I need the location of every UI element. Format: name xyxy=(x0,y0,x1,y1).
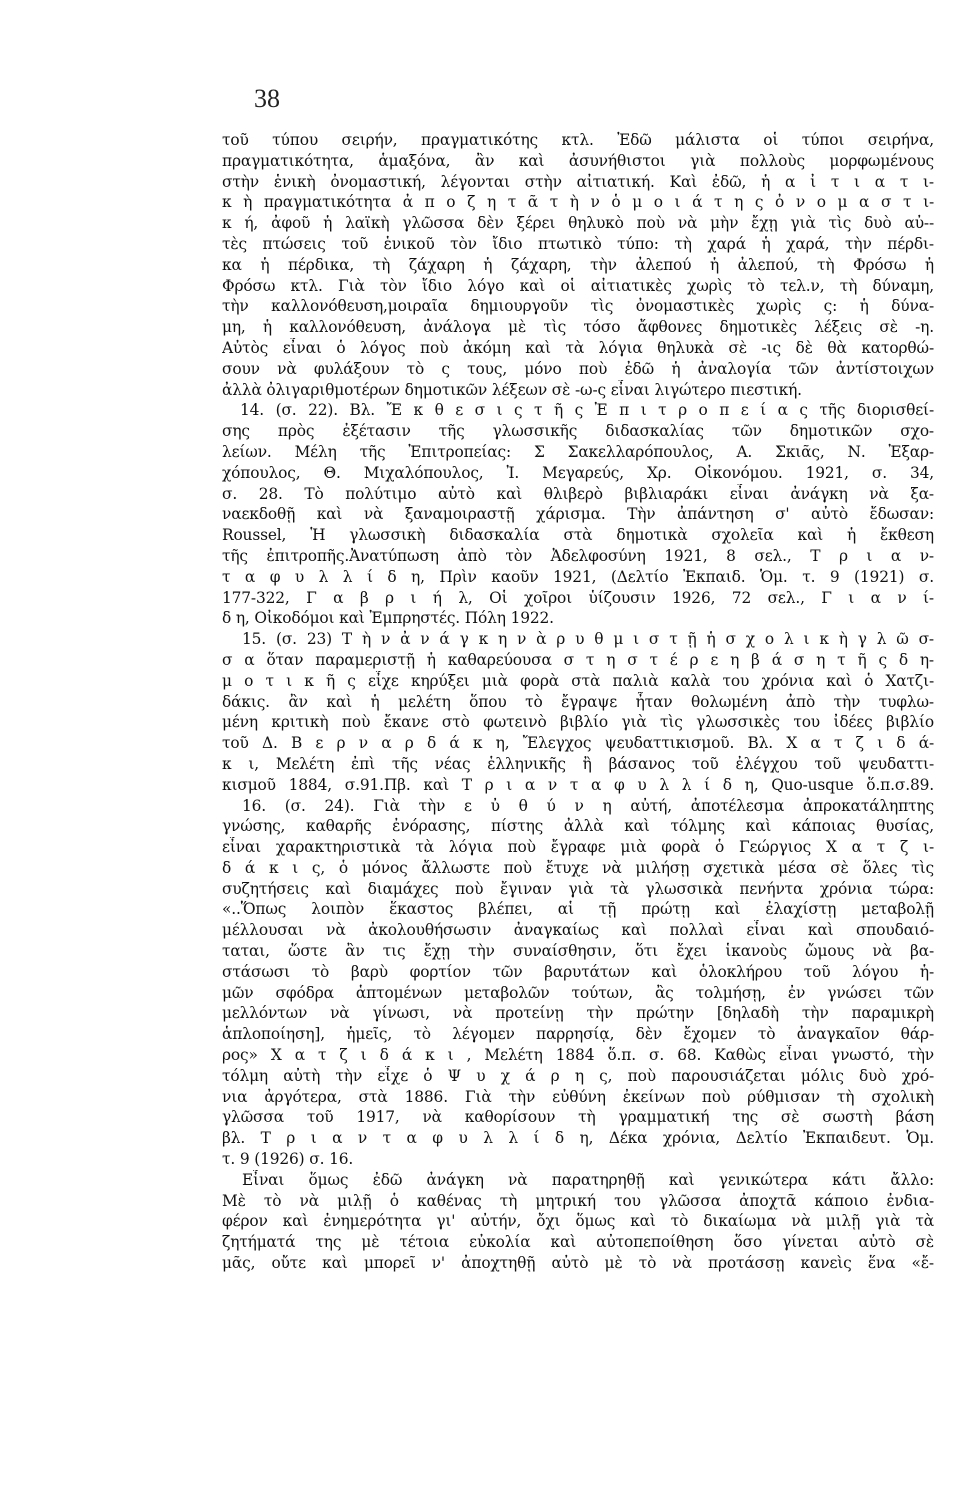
text-line: 15. (σ. 23) Τ ὴ ν ἀ ν ά γ κ η ν ὰ ρ υ θ μ ι σ τ ῇ ἡ σ χ ο λ ι κ ὴ γ λ ῶ σ- xyxy=(242,630,934,649)
text-line: Φρόσω κτλ. Γιὰ τὸν ἴδιο λόγο καὶ οἱ αἰτιατικὲς χωρὶς τὸ τελ.ν, τὴ δύναμη, xyxy=(222,276,934,295)
page-number: 38 xyxy=(254,84,280,113)
text-line: Εἶναι ὅμως ἐδῶ ἀνάγκη νὰ παρατηρηθῇ καὶ γενικώτερα κάτι ἄλλο: xyxy=(242,1170,934,1189)
text-line: Αὐτὸς εἶναι ὁ λόγος ποὺ ἀκόμη καὶ τὰ λόγια θηλυκὰ σὲ -ις δὲ θὰ κατορθώ- xyxy=(222,338,934,357)
text-line: γνώσης, καθαρῆς ἐνόρασης, πίστης ἀλλὰ καὶ τόλμης καὶ κάποιας θυσίας, xyxy=(222,817,934,836)
text-line: μη, ἡ καλλονόθευση, ἀνάλογα μὲ τὶς τόσο ἄφθονες δημοτικὲς λέξεις σὲ -η. xyxy=(222,318,934,337)
text-line: πραγματικότητα, ἁμαξόνα, ἂν καὶ ἀσυνήθιστοι γιὰ πολλοὺς μορφωμένους xyxy=(222,151,934,170)
text-line: ζητήματά της μὲ τέτοια εὐκολία καὶ αὐτοπεποίθηση ὅσο γίνεται αὐτὸ σὲ xyxy=(222,1233,934,1252)
text-line: κ ὴ πραγματικότητα ἀ π ο ζ η τ ᾶ τ ὴ ν ὁ μ ο ι ά τ η ς ὀ ν ο μ α σ τ ι- xyxy=(222,193,934,212)
text-line: δάκις. ἂν καὶ ἡ μελέτη ὅπου τὸ ἔγραψε ἦταν θολωμένη ἀπὸ τὴν τυφλω- xyxy=(222,692,934,711)
text-line: βλ. Τ ρ ι α ν τ α φ υ λ λ ί δ η, Δέκα χρόνια, Δελτίο Ἐκπαιδευτ. Ὁμ. xyxy=(222,1129,934,1148)
text-line: ἁπλοποίηση], ἡμεῖς, τὸ λέγομεν παρρησίᾳ, δὲν ἔχομεν τὸ ἀναγκαῖον θάρ- xyxy=(222,1025,934,1044)
text-line: φέρον καὶ ἐνημερότητα γι' αὐτήν, ὄχι ὅμως καὶ τὸ δικαίωμα νὰ μιλῇ γιὰ τὰ xyxy=(222,1212,934,1231)
text-line: 177-322, Γ α β ρ ι ή λ, Οἱ χοῖροι ὑίζουσιν 1926, 72 σελ., Γ ι α ν ί- xyxy=(222,588,934,607)
body-text xyxy=(222,130,934,1274)
text-line: σουν νὰ φυλάξουν τὸ ς τους, μόνο ποὺ ἐδῶ ἡ ἀναλογία τῶν ἀντίστοιχων xyxy=(222,359,934,378)
text-line: τ α φ υ λ λ ί δ η, Πρὶν καοῦν 1921, (Δελτίο Ἐκπαιδ. Ὁμ. τ. 9 (1921) σ. xyxy=(222,567,934,586)
text-line: κισμοῦ 1884, σ.91.Πβ. καὶ Τ ρ ι α ν τ α φ υ λ λ ί δ η, Quo-usque ὅ.π.σ.89. xyxy=(222,775,934,794)
text-line: τὲς πτώσεις τοῦ ἑνικοῦ τὸν ἴδιο πτωτικὸ τύπο: τὴ χαρά ἡ χαρά, τὴν πέρδι- xyxy=(222,234,934,253)
text-line: μέλλουσαι νὰ ἀκολουθήσωσιν ἀναγκαίως καὶ πολλαὶ εἶναι καὶ σπουδαιό- xyxy=(222,921,934,940)
text-line: τῆς ἐπιτροπῆς.Ἀνατύπωση ἀπὸ τὸν Ἀδελφοσύνη 1921, 8 σελ., Τ ρ ι α ν- xyxy=(222,546,934,565)
text-line: νια ἀργότερα, στὰ 1886. Γιὰ τὴν εὐθύνη ἐκείνων ποὺ ρύθμισαν τὴ σχολικὴ xyxy=(222,1087,934,1106)
text-line: 14. (σ. 22). Βλ. Ἔ κ θ ε σ ι ς τ ῆ ς Ἐ π ι τ ρ ο π ε ί α ς τῆς διορισθεί- xyxy=(240,401,934,420)
text-line: τόλμη αὐτὴ τὴν εἶχε ὁ Ψ υ χ ά ρ η ς, ποὺ παρουσιάζεται μόλις δυὸ χρό- xyxy=(222,1066,934,1085)
text-line: συζητήσεις καὶ διαμάχες ποὺ ἔγιναν γιὰ τὰ γλωσσικὰ πενήντα χρόνια τώρα: xyxy=(222,879,934,898)
text-line: δ ά κ ι ς, ὁ μόνος ἄλλωστε ποὺ ἔτυχε νὰ μιλήσῃ σχετικὰ μέσα σὲ ὅλες τὶς xyxy=(222,858,934,877)
text-line: στὴν ἑνικὴ ὀνομαστική, λέγονται στὴν αἰτιατική. Καὶ ἐδῶ, ἡ α ἰ τ ι α τ ι- xyxy=(222,172,934,191)
text-line: δ η, Οἰκοδόμοι καὶ Ἐμπρηστές. Πόλη 1922. xyxy=(222,609,554,628)
text-line: τὴν καλλονόθευση,μοιραῖα δημιουργοῦν τὶς ὀνομαστικὲς χωρὶς ς: ἡ δύνα- xyxy=(222,297,934,316)
text-line: τοῦ Δ. Β ε ρ ν α ρ δ ά κ η, Ἔλεγχος ψευδαττικισμοῦ. Βλ. Χ α τ ζ ι δ ά- xyxy=(222,734,934,753)
text-line: γλῶσσα τοῦ 1917, νὰ καθορίσουν τὴ γραμματική της σὲ σωστὴ βάση xyxy=(222,1108,934,1127)
text-line: σ α ὅταν παραμεριστῇ ἡ καθαρεύουσα σ τ η σ τ έ ρ ε η β ά σ η τ ῆ ς δ η- xyxy=(222,650,934,669)
text-line: ρος» Χ α τ ζ ι δ ά κ ι , Μελέτη 1884 ὅ.π. σ. 68. Καθὼς εἶναι γνωστό, τὴν xyxy=(222,1046,934,1065)
text-line: ἀλλὰ ὀλιγαριθμοτέρων δημοτικῶν λέξεων σὲ -ω-ς εἶναι λιγώτερο πιεστική. xyxy=(222,380,802,399)
text-line: Μὲ τὸ νὰ μιλῇ ὁ καθένας τὴ μητρική του γλῶσσα ἀποχτᾶ κάποιο ἐνδια- xyxy=(222,1191,934,1210)
text-line: Roussel, Ἡ γλωσσικὴ διδασκαλία στὰ δημοτικὰ σχολεῖα καὶ ἡ ἔκθεση xyxy=(222,526,934,545)
text-line: κ ι, Μελέτη ἐπὶ τῆς νέας ἑλληνικῆς ἢ βάσανος τοῦ ἐλέγχου τοῦ ψευδαττι- xyxy=(222,754,934,773)
text-line: μῶν σφόδρα ἁπτομένων μεταβολῶν τούτων, ἂς τολμήσῃ, ἐν γνώσει τῶν xyxy=(222,983,934,1002)
text-line: κ ή, ἀφοῦ ἡ λαϊκὴ γλῶσσα δὲν ξέρει θηλυκὸ ποὺ νὰ μὴν ἔχῃ γιὰ τὶς δυὸ αὐ-- xyxy=(222,214,934,233)
text-line: λείων. Μέλη τῆς Ἐπιτροπείας: Σ Σακελλαρόπουλος, Α. Σκιᾶς, Ν. Ἐξαρ- xyxy=(222,442,934,461)
text-line: μελλόντων νὰ γίνωσι, νὰ προτείνῃ τὴν πρώτην [δηλαδὴ τὴν παραμικρὴ xyxy=(222,1004,934,1023)
text-line: τοῦ τύπου σειρήν, πραγματικότης κτλ. Ἐδῶ μάλιστα οἱ τύποι σειρήνα, xyxy=(222,131,934,149)
text-line: σης πρὸς ἐξέτασιν τῆς γλωσσικῆς διδασκαλίας τῶν δημοτικῶν σχο- xyxy=(222,422,934,441)
text-line: μ ο τ ι κ ῆ ς εἶχε κηρύξει μιὰ φορὰ στὰ παλιὰ καλὰ του χρόνια καὶ ὁ Χατζι- xyxy=(222,671,934,690)
text-line: τ. 9 (1926) σ. 16. xyxy=(222,1150,354,1169)
text-line: ναεκδοθῇ καὶ νὰ ξαναμοιραστῇ χάρισμα. Τὴν ἀπάντηση σ' αὐτὸ ἔδωσαν: xyxy=(222,505,934,524)
text-line: εἶναι χαρακτηριστικὰ τὰ λόγια ποὺ ἔγραφε μιὰ φορὰ ὁ Γεώργιος Χ α τ ζ ι- xyxy=(222,838,934,857)
text-line: ταται, ὥστε ἂν τις ἔχῃ τὴν συναίσθησιν, ὅτι ἔχει ἱκανοὺς ὤμους νὰ βα- xyxy=(222,942,934,961)
text-line: μένη κριτικὴ ποὺ ἔκανε στὸ φωτεινὸ βιβλίο γιὰ τὶς γλωσσικὲς του ἰδέες βιβλίο xyxy=(222,713,934,732)
text-line: κα ἡ πέρδικα, τὴ ζάχαρη ἡ ζάχαρη, τὴν ἀλεπού ἡ ἀλεπού, τὴ Φρόσω ἡ xyxy=(222,255,934,274)
text-line: 16. (σ. 24). Γιὰ τὴν ε ὐ θ ύ ν η αὐτή, ἀποτέλεσμα ἀπροκατάληπτης xyxy=(242,796,934,815)
text-line: μᾶς, οὔτε καὶ μπορεῖ ν' ἀποχτηθῇ αὐτὸ μὲ τὸ νὰ προτάσσῃ κανεὶς ἕνα «ἔ- xyxy=(222,1254,934,1273)
text-line: «..Ὅπως λοιπὸν ἕκαστος βλέπει, αἱ τῇ πρώτῃ καὶ ἐλαχίστῃ μεταβολῇ xyxy=(222,900,934,919)
text-line: σ. 28. Τὸ πολύτιμο αὐτὸ καὶ θλιβερὸ βιβλιαράκι εἶναι ἀνάγκη νὰ ξα- xyxy=(222,484,934,503)
text-line: στάσωσι τὸ βαρὺ φορτίον τῶν βαρυτάτων καὶ ὁλοκλήρου τοῦ λόγου ἡ- xyxy=(222,962,934,981)
text-line: χόπουλος, Θ. Μιχαλόπουλος, Ἰ. Μεγαρεύς, Χρ. Οἰκονόμου. 1921, σ. 34, xyxy=(222,463,934,482)
